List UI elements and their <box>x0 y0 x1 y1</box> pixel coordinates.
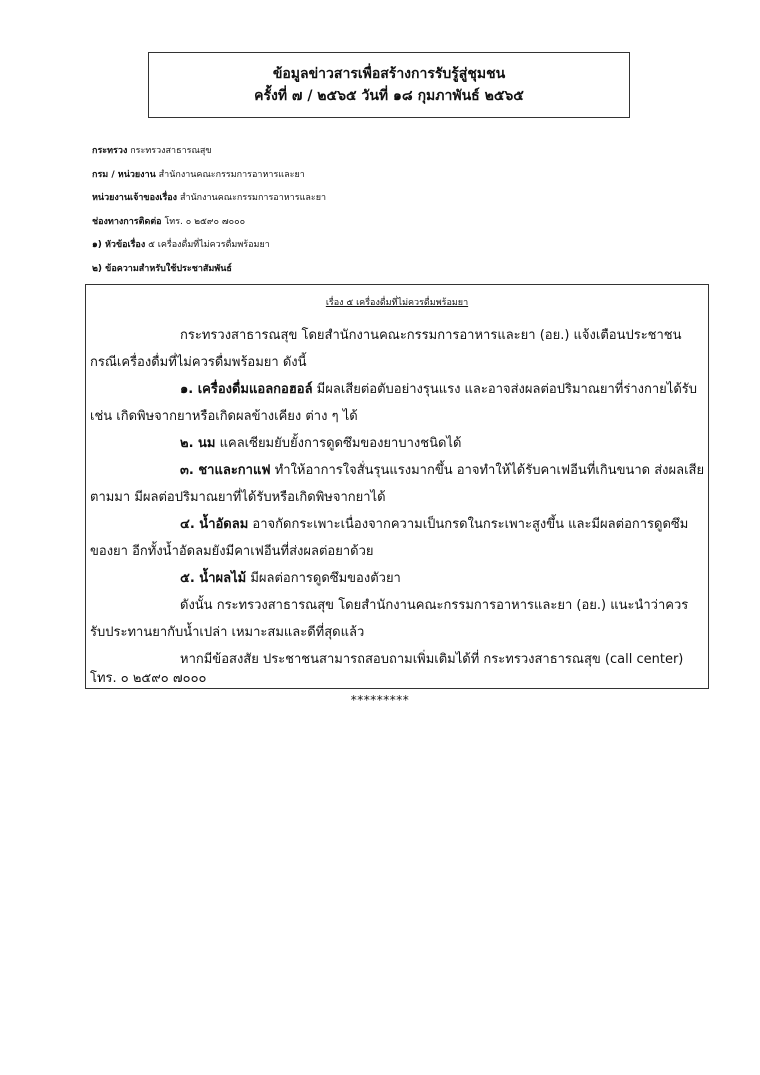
item-3-line-2: ตามมา มีผลต่อปริมาณยาที่ได้รับหรือเกิดพิษจากยาได้ <box>90 490 386 505</box>
item-2-title: ๒. นม <box>180 436 216 451</box>
meta-ministry-value: กระทรวงสาธารณสุข <box>130 146 212 156</box>
item-5-text: มีผลต่อการดูดซึมของตัวยา <box>246 571 401 586</box>
item-1-line-2: เช่น เกิดพิษจากยาหรือเกิดผลข้างเคียง ต่าง ๆ ได้ <box>90 409 358 424</box>
meta-topic-label: ๑) หัวข้อเรื่อง <box>92 240 146 250</box>
header-box <box>148 52 630 118</box>
header-issue-date: ครั้งที่ ๗ / ๒๕๖๕ วันที่ ๑๘ กุมภาพันธ์ ๒๕๖๕ <box>254 88 524 104</box>
item-4-line-2: ของยา อีกทั้งน้ำอัดลมยังมีคาเฟอีนที่ส่งผลต่อยาด้วย <box>90 544 374 559</box>
item-5 <box>180 570 401 588</box>
meta-department-label: กรม / หน่วยงาน <box>92 169 156 180</box>
meta-owner-label: หน่วยงานเจ้าของเรื่อง <box>92 193 178 203</box>
item-2-text: แคลเซียมยับยั้งการดูดซึมของยาบางชนิดได้ <box>215 436 462 451</box>
meta-message <box>92 258 712 282</box>
item-4-text: อาจกัดกระเพาะเนื่องจากความเป็นกรดในกระเพาะสูงขึ้น และมีผลต่อการดูดซึม <box>248 517 689 532</box>
item-3-text: ทำให้อาการใจสั่นรุนแรงมากขึ้น อาจทำให้ได้รับคาเฟอีนที่เกินขนาด ส่งผลเสีย <box>270 463 705 478</box>
meta-department-value: สำนักงานคณะกรรมการอาหารและยา <box>158 169 305 180</box>
content-box <box>85 284 709 689</box>
meta-contact <box>92 211 712 235</box>
meta-topic-value: ๕ เครื่องดื่มที่ไม่ควรดื่มพร้อมยา <box>148 240 270 250</box>
item-3 <box>180 462 704 480</box>
header-title: ข้อมูลข่าวสารเพื่อสร้างการรับรู้สู่ชุมชน <box>272 66 506 82</box>
conclusion-line-1: ดังนั้น กระทรวงสาธารณสุข โดยสำนักงานคณะกรรมการอาหารและยา (อย.) แนะนำว่าควร <box>180 598 689 613</box>
meta-owner-value: สำนักงานคณะกรรมการอาหารและยา <box>179 193 327 203</box>
item-4 <box>180 516 688 534</box>
item-1 <box>180 381 697 399</box>
item-2 <box>180 435 461 453</box>
item-1-title: ๑. เครื่องดื่มแอลกอฮอล์ <box>180 382 313 397</box>
contact-line-1: หากมีข้อสงสัย ประชาชนสามารถสอบถามเพิ่มเติมได้ที่ กระทรวงสาธารณสุข (call center) <box>180 652 684 667</box>
item-5-title: ๕. น้ำผลไม้ <box>180 571 247 586</box>
intro-line-1: กระทรวงสาธารณสุข โดยสำนักงานคณะกรรมการอาหารและยา (อย.) แจ้งเตือนประชาชน <box>180 328 682 343</box>
item-1-text: มีผลเสียต่อตับอย่างรุนแรง และอาจส่งผลต่อปริมาณยาที่ร่างกายได้รับ <box>312 382 698 397</box>
intro-line-2: กรณีเครื่องดื่มที่ไม่ควรดื่มพร้อมยา ดังนี้ <box>90 355 307 370</box>
meta-section <box>92 140 712 281</box>
item-4-title: ๔. น้ำอัดลม <box>180 517 249 532</box>
meta-contact-label: ช่องทางการติดต่อ <box>92 216 162 227</box>
story-title: เรื่อง ๕ เครื่องดื่มที่ไม่ควรดื่มพร้อมยา <box>325 298 469 308</box>
meta-message-label: ๒) ข้อความสำหรับใช้ประชาสัมพันธ์ <box>92 263 232 274</box>
meta-ministry-label: กระทรวง <box>92 146 128 156</box>
meta-ministry <box>92 140 712 164</box>
meta-owner <box>92 187 712 211</box>
item-3-title: ๓. ชาและกาแฟ <box>180 463 271 478</box>
meta-contact-value: โทร. ๐ ๒๕๙๐ ๗๐๐๐ <box>164 216 246 227</box>
conclusion-line-2: รับประทานยากับน้ำเปล่า เหมาะสมและดีที่สุดแล้ว <box>90 625 365 640</box>
meta-department <box>92 164 712 188</box>
contact-line-2: โทร. ๐ ๒๕๙๐ ๗๐๐๐ <box>90 671 207 686</box>
end-marker: ********* <box>350 693 410 707</box>
meta-topic <box>92 234 712 258</box>
